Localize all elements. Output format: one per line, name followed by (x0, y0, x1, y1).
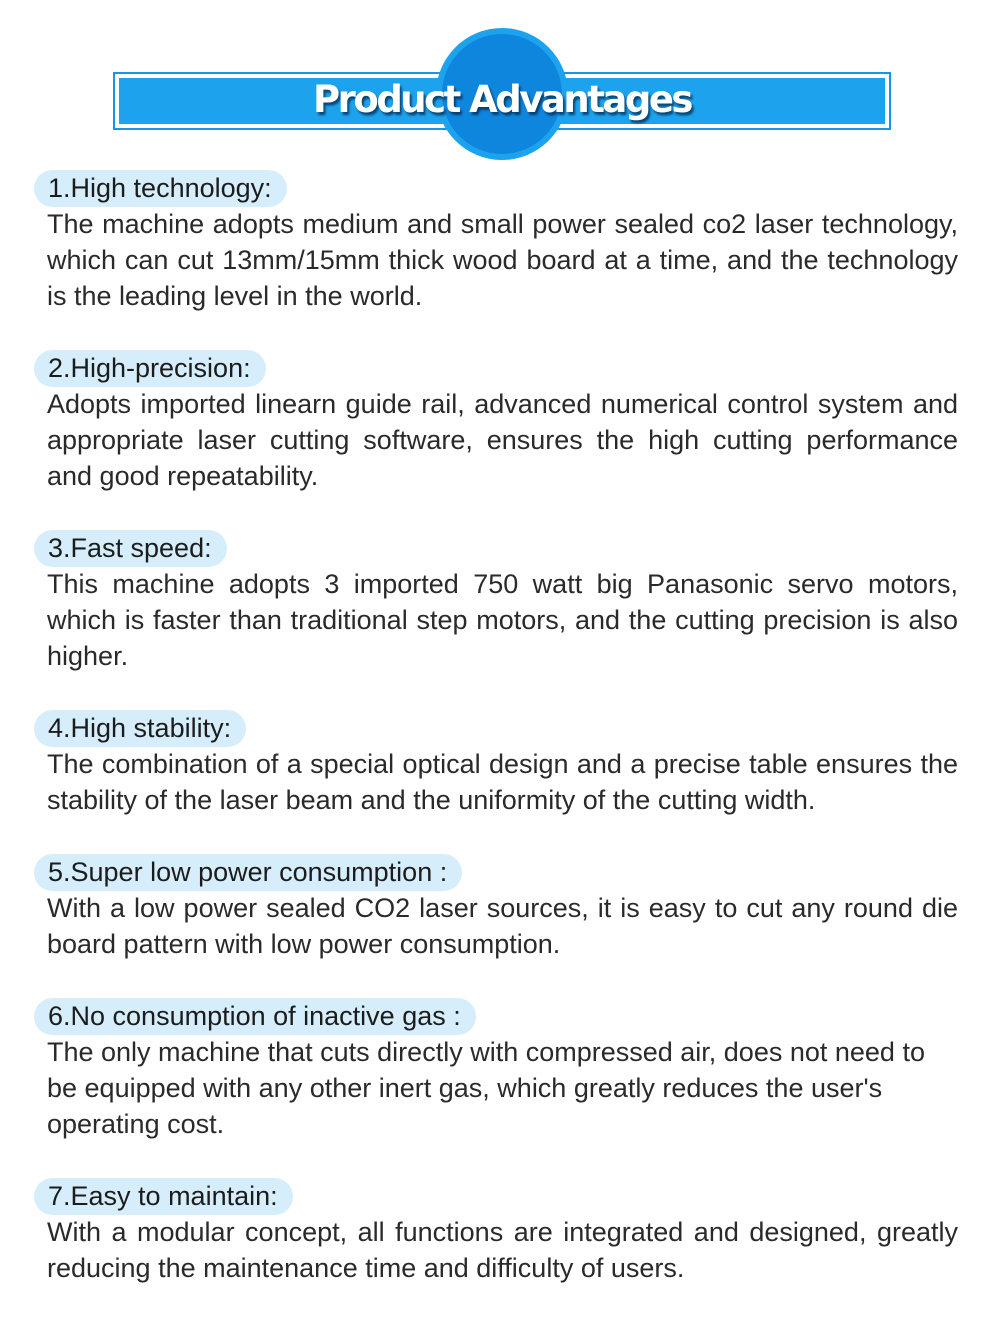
section-description: The machine adopts medium and small power sealed co2 laser technology, which can cut 13mm/15mm thick wood board at a time, and the technology is the leading level in the world. (47, 209, 958, 311)
section-description: With a modular concept, all functions are integrated and designed, greatly reducing the maintenance time and difficulty of users. (47, 1217, 958, 1283)
section-heading: 1.High technology: (34, 170, 287, 207)
section-heading: 5.Super low power consumption : (34, 854, 462, 891)
section-description: The only machine that cuts directly with compressed air, does not need to be equipped with any other inert gas, which greatly reduces the user's operating cost. (47, 1037, 925, 1139)
section-heading: 6.No consumption of inactive gas : (34, 998, 476, 1035)
section-heading: 2.High-precision: (34, 350, 266, 387)
section-heading: 3.Fast speed: (34, 530, 227, 567)
section-description: Adopts imported linearn guide rail, advanced numerical control system and appropriate laser cutting software, ensures the high cutting performance and good repeatability. (47, 389, 958, 491)
section-description: The combination of a special optical design and a precise table ensures the stability of the laser beam and the uniformity of the cutting width. (47, 749, 958, 815)
section-description: With a low power sealed CO2 laser sources, it is easy to cut any round die board pattern with low power consumption. (47, 893, 958, 959)
section-heading: 4.High stability: (34, 710, 246, 747)
page-title: Product Advantages (313, 78, 691, 121)
section-description: This machine adopts 3 imported 750 watt big Panasonic servo motors, which is faster than traditional step motors, and the cutting precision is also higher. (47, 569, 958, 671)
section-heading: 7.Easy to maintain: (34, 1178, 293, 1215)
header-banner (0, 0, 1000, 175)
